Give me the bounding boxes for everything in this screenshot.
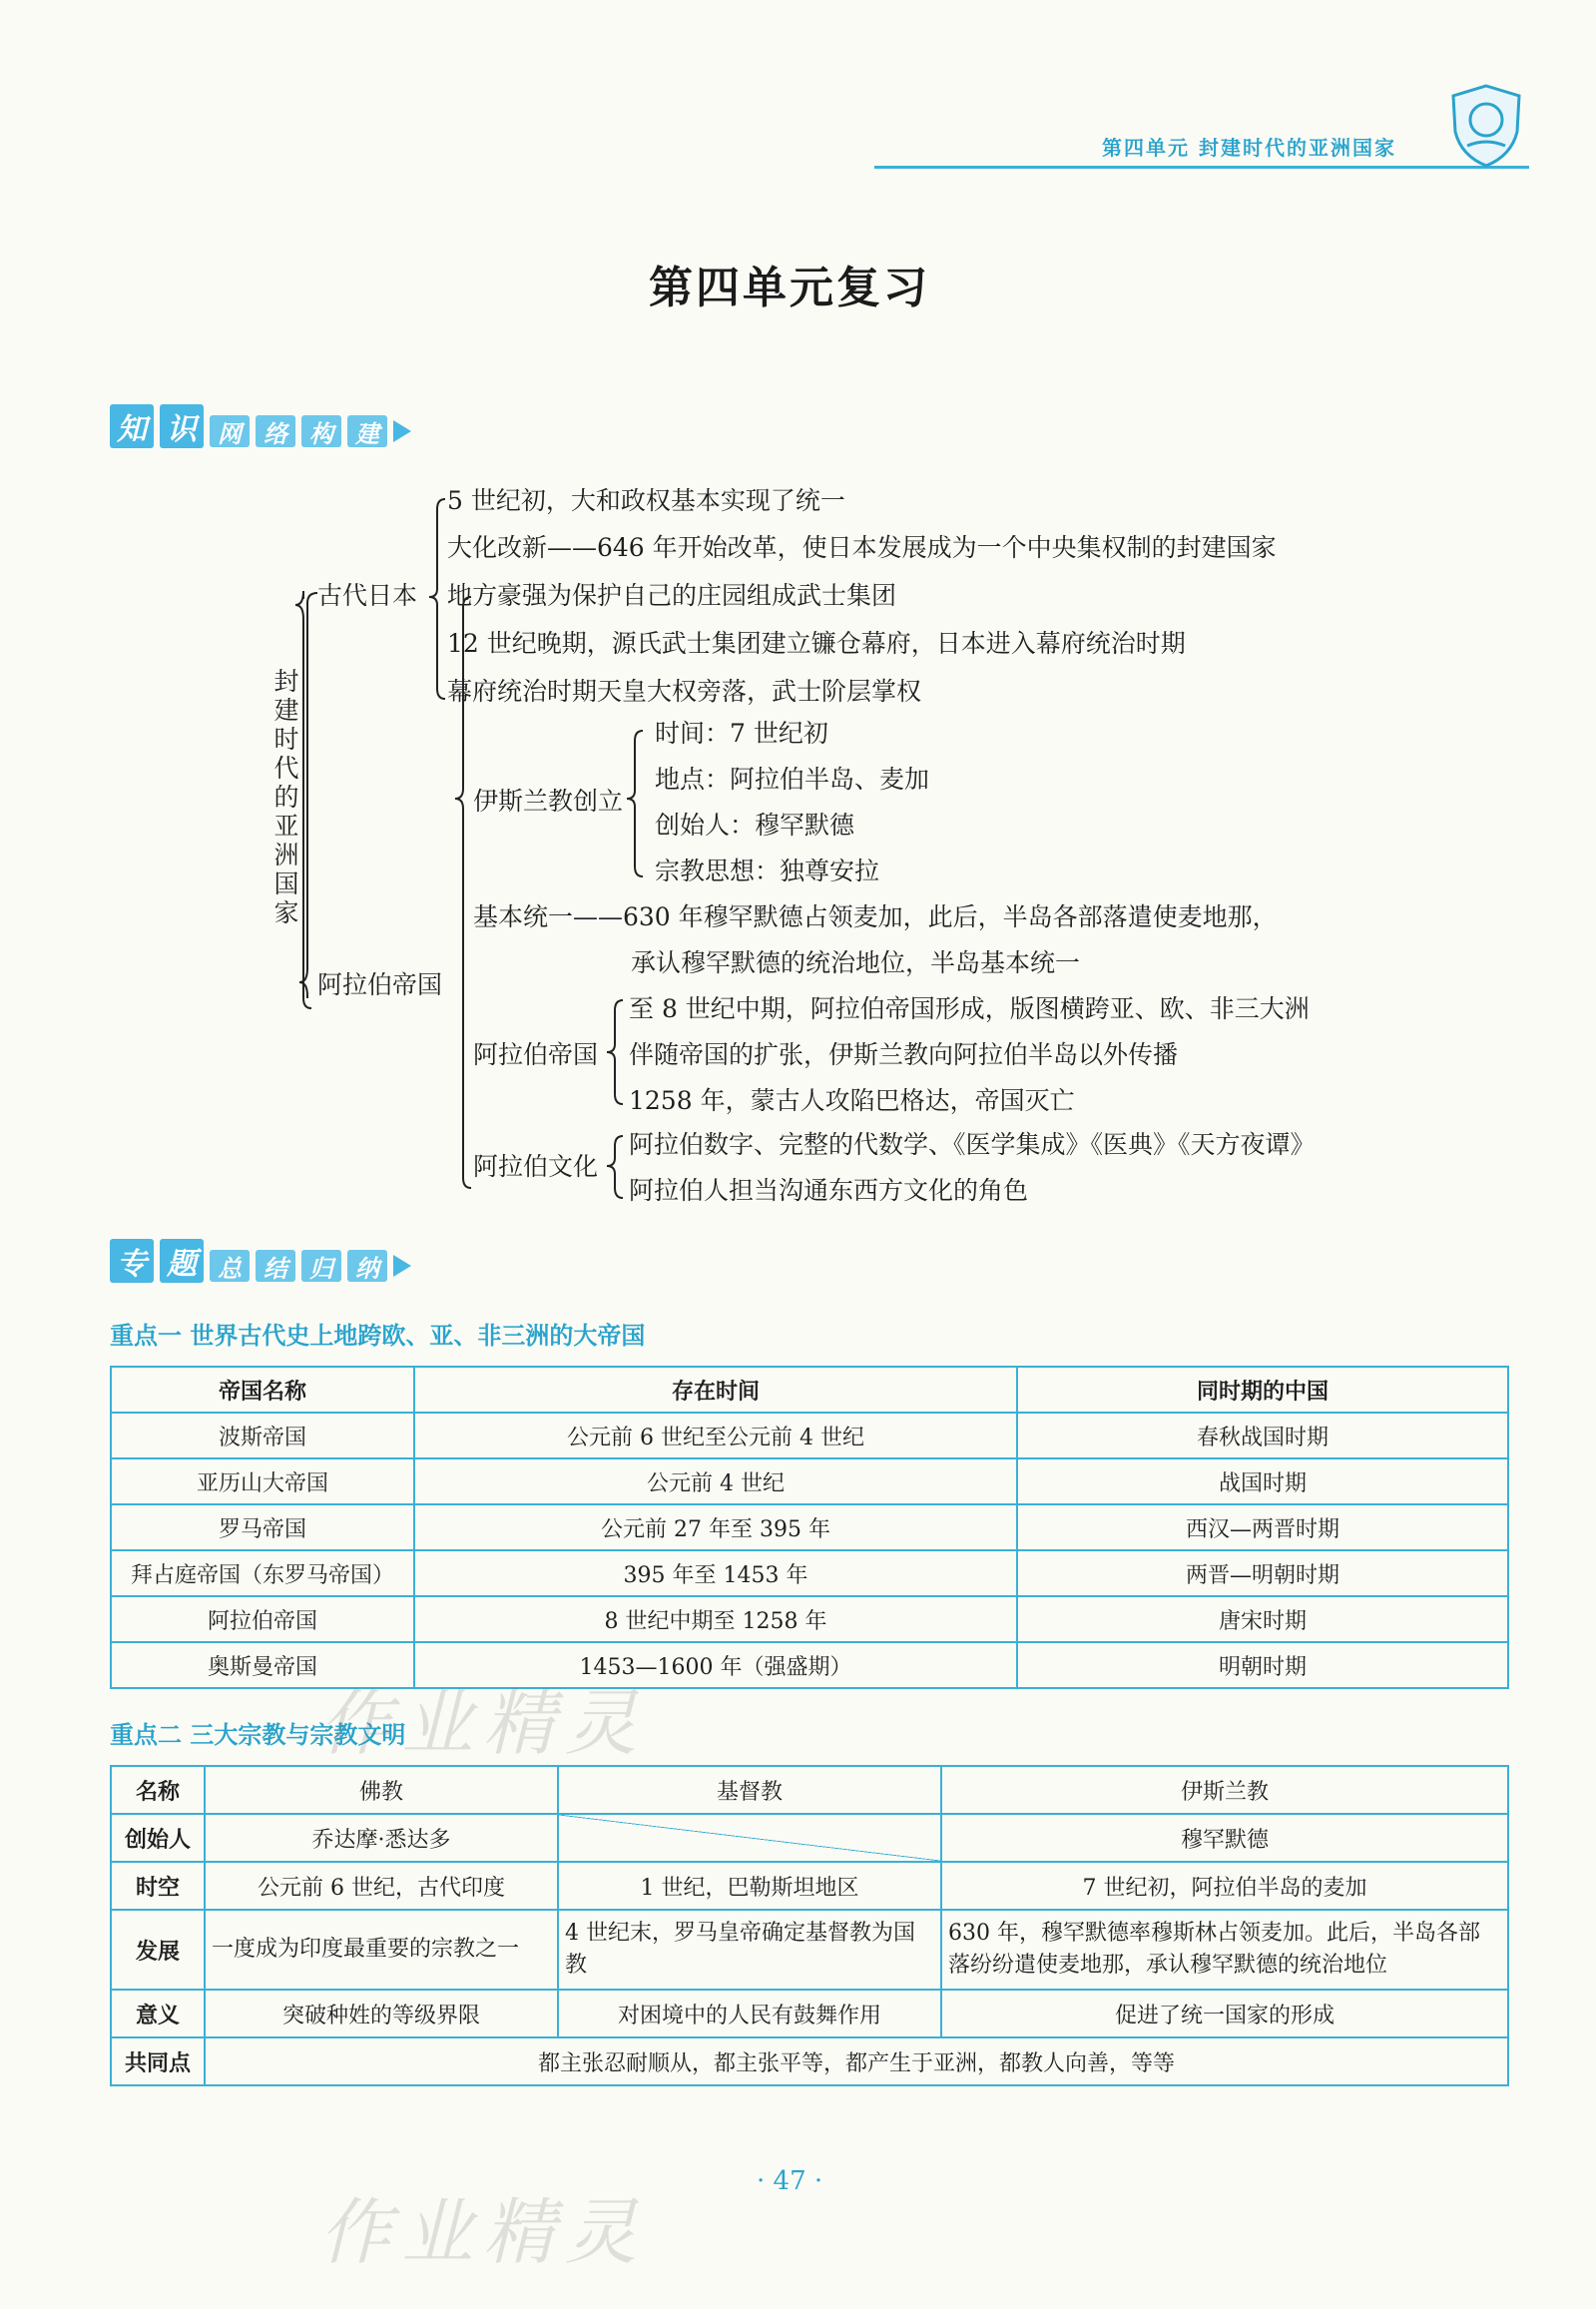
cell: 两晋—明朝时期 (1017, 1550, 1508, 1596)
japan-item: 地方豪强为保护自己的庄园组成武士集团 (447, 581, 897, 610)
banner-char: 构 (301, 415, 341, 447)
banner-char: 建 (347, 415, 387, 447)
knowledge-network-banner (110, 401, 411, 451)
empires-table (110, 1366, 1509, 1689)
cell: 阿拉伯帝国 (111, 1596, 414, 1642)
cell: 1 世纪，巴勒斯坦地区 (558, 1862, 941, 1910)
col-header: 同时期的中国 (1017, 1367, 1508, 1413)
cell: 亚历山大帝国 (111, 1458, 414, 1504)
banner-arrow-icon (393, 420, 411, 442)
branch-arab: 阿拉伯帝国 (317, 970, 443, 999)
islam-item: 地点：阿拉伯半岛、麦加 (655, 765, 930, 794)
cell: 公元前 4 世纪 (414, 1458, 1017, 1504)
culture-item: 阿拉伯人担当沟通东西方文化的角色 (629, 1176, 1029, 1205)
cell: 突破种姓的等级界限 (205, 1990, 558, 2037)
focus1-title: 重点一 世界古代史上地跨欧、亚、非三洲的大帝国 (110, 1322, 646, 1350)
table-row (111, 1550, 1508, 1596)
cell: 唐宋时期 (1017, 1596, 1508, 1642)
banner-char: 络 (256, 415, 295, 447)
banner-char: 专 (110, 1239, 154, 1283)
cell: 罗马帝国 (111, 1504, 414, 1550)
header-rule (874, 166, 1529, 169)
banner-char: 归 (301, 1250, 341, 1282)
cell: 公元前 27 年至 395 年 (414, 1504, 1017, 1550)
cell: 公元前 6 世纪至公元前 4 世纪 (414, 1413, 1017, 1458)
empire-item: 伴随帝国的扩张，伊斯兰教向阿拉伯半岛以外传播 (629, 1040, 1179, 1069)
banner-char: 总 (210, 1250, 250, 1282)
unify-line: 承认穆罕默德的统治地位，半岛基本统一 (631, 948, 1081, 977)
islam-label: 伊斯兰教创立 (473, 787, 624, 816)
row-label: 时空 (111, 1862, 205, 1910)
banner-char: 纳 (347, 1250, 387, 1282)
table-row (111, 1990, 1508, 2037)
unit-header: 第四单元 封建时代的亚洲国家 (1102, 136, 1396, 160)
cell: 拜占庭帝国（东罗马帝国） (111, 1550, 414, 1596)
table-row (111, 1596, 1508, 1642)
col-header: 佛教 (205, 1766, 558, 1814)
row-label: 共同点 (111, 2037, 205, 2085)
watermark: 作业精灵 (319, 1681, 648, 1765)
table-row (111, 1504, 1508, 1550)
table-row (111, 1910, 1508, 1990)
banner-char: 结 (256, 1250, 295, 1282)
cell: 630 年，穆罕默德率穆斯林占领麦加。此后，半岛各部落纷纷遣使麦地那，承认穆罕默德的统治地位 (941, 1910, 1508, 1990)
cell: 1453—1600 年（强盛期） (414, 1642, 1017, 1688)
religions-table (110, 1765, 1509, 2086)
cell: 促进了统一国家的形成 (941, 1990, 1508, 2037)
shield-logo-icon (1449, 84, 1523, 168)
focus2-title: 重点二 三大宗教与宗教文明 (110, 1721, 406, 1749)
islam-item: 宗教思想：独尊安拉 (655, 857, 880, 885)
col-header: 伊斯兰教 (941, 1766, 1508, 1814)
mindmap-root: 封建时代的亚洲国家 (273, 667, 299, 927)
table-row (111, 1413, 1508, 1458)
topic-summary-banner (110, 1236, 411, 1286)
cell: 对困境中的人民有鼓舞作用 (558, 1990, 941, 2037)
col-header: 存在时间 (414, 1367, 1017, 1413)
japan-item: 5 世纪初，大和政权基本实现了统一 (447, 486, 845, 515)
culture-label: 阿拉伯文化 (473, 1152, 599, 1181)
culture-item: 阿拉伯数字、完整的代数学、《医学集成》《医典》《天方夜谭》 (629, 1130, 1316, 1159)
empire-item: 至 8 世纪中期，阿拉伯帝国形成，版图横跨亚、欧、非三大洲 (629, 994, 1310, 1023)
unify-line: 基本统一——630 年穆罕默德占领麦加，此后，半岛各部落遣使麦地那， (473, 902, 1278, 931)
cell: 西汉—两晋时期 (1017, 1504, 1508, 1550)
banner-arrow-icon (393, 1255, 411, 1277)
table-header-row (111, 1766, 1508, 1814)
table-row (111, 1814, 1508, 1862)
islam-item: 创始人：穆罕默德 (655, 811, 855, 840)
table-row (111, 1862, 1508, 1910)
cell: 一度成为印度最重要的宗教之一 (205, 1910, 558, 1990)
cell: 战国时期 (1017, 1458, 1508, 1504)
table-row (111, 1458, 1508, 1504)
cell: 明朝时期 (1017, 1642, 1508, 1688)
banner-char: 知 (110, 404, 154, 448)
empire-item: 1258 年，蒙古人攻陷巴格达，帝国灭亡 (629, 1086, 1075, 1115)
branch-japan: 古代日本 (317, 581, 418, 610)
cell-empty (558, 1814, 941, 1862)
page-number: · 47 · (757, 2166, 823, 2196)
cell: 春秋战国时期 (1017, 1413, 1508, 1458)
japan-item: 幕府统治时期天皇大权旁落，武士阶层掌权 (447, 677, 922, 706)
table-row (111, 2037, 1508, 2085)
cell: 7 世纪初，阿拉伯半岛的麦加 (941, 1862, 1508, 1910)
cell: 乔达摩·悉达多 (205, 1814, 558, 1862)
cell: 奥斯曼帝国 (111, 1642, 414, 1688)
row-label: 发展 (111, 1910, 205, 1990)
row-label: 创始人 (111, 1814, 205, 1862)
col-header: 基督教 (558, 1766, 941, 1814)
banner-char: 题 (160, 1239, 204, 1283)
row-label: 意义 (111, 1990, 205, 2037)
watermark: 作业精灵 (319, 2190, 648, 2274)
cell: 395 年至 1453 年 (414, 1550, 1017, 1596)
cell: 都主张忍耐顺从，都主张平等，都产生于亚洲，都教人向善，等等 (205, 2037, 1508, 2085)
banner-char: 识 (160, 404, 204, 448)
col-header: 帝国名称 (111, 1367, 414, 1413)
japan-item: 大化改新——646 年开始改革，使日本发展成为一个中央集权制的封建国家 (447, 533, 1277, 562)
banner-char: 网 (210, 415, 250, 447)
cell: 公元前 6 世纪，古代印度 (205, 1862, 558, 1910)
page-title: 第四单元复习 (649, 263, 930, 313)
table-header-row (111, 1367, 1508, 1413)
cell: 波斯帝国 (111, 1413, 414, 1458)
empire-label: 阿拉伯帝国 (473, 1040, 599, 1069)
cell: 4 世纪末，罗马皇帝确定基督教为国教 (558, 1910, 941, 1990)
row-label: 名称 (111, 1766, 205, 1814)
japan-item: 12 世纪晚期，源氏武士集团建立镰仓幕府，日本进入幕府统治时期 (447, 629, 1186, 658)
islam-item: 时间：7 世纪初 (655, 719, 828, 748)
cell: 穆罕默德 (941, 1814, 1508, 1862)
cell: 8 世纪中期至 1258 年 (414, 1596, 1017, 1642)
